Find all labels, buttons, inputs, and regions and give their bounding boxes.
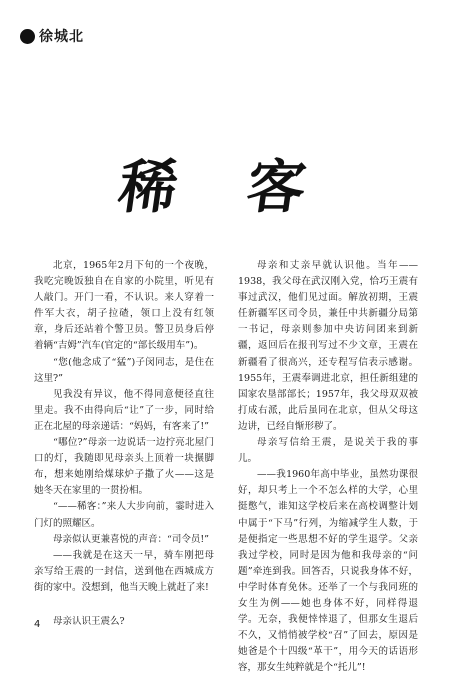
paragraph: “——稀客：”来人大步向前，霎时进入门灯的照耀区。 <box>34 501 214 529</box>
paragraph: “哪位?”母亲一边说话一边拧亮北屋门口的灯，我随即见母亲头上顶着一块搌脚布，想来她刚给煤球炉子撒了火——这是她冬天在家里的一贯扮相。 <box>34 437 214 497</box>
paragraph: 见我没有异议，他不得同意便径直往里走。我不由得向后“让”了一步，同时给正在北屋的母亲递话：“妈妈，有客来了!” <box>34 388 214 432</box>
bullet-dot <box>20 29 35 44</box>
page-number: 4 <box>34 619 41 630</box>
article-title: 稀客 <box>114 153 381 221</box>
left-column <box>34 258 214 630</box>
paragraph: “您(他念成了“猛”)子闵同志，是住在这里?” <box>34 356 214 384</box>
paragraph: 母亲认识王震么? <box>53 615 125 627</box>
paragraph: ——我1960年高中毕业，虽然功课很好，却只考上一个不怎么样的大学，心里挺憋气，谁知这学校后来在高校调整计划中属于“下马”行列，为缩减学生人数，于是便指定一些思想不好的学生退学。父亲我过学校，同时是因为他和我母亲的“问题”牵连到我。回答否，只说我身体不好，中学时体育免休。还举了一个与我同班的女生为例——她也身体不好，同样得退学。无奈，我便悻悻退了，但那女生退后不久，又悄悄被学校“召”了回去，原因是她爸是个十四级“革干”，用今天的话语形容，那女生纯粹就是个“托儿”! <box>238 469 418 674</box>
paragraph: 母亲似认更兼喜悦的声音：“司令员!” <box>53 533 210 545</box>
paragraph: 北京，1965年2月下旬的一个夜晚，我吃完晚饭独自在自家的小院里，听见有人敲门。开门一看，不认识。来人穿着一件军大衣，胡子拉碴，领口上没有红领章，身后还站着个警卫员。警卫员身后停着辆“吉姆”汽车(官定的“部长级用车”)。 <box>34 260 214 352</box>
paragraph: 母亲和丈亲早就认识他。当年——1938，我父母在武汉刚入党，恰巧王震有事过武汉，他们见过面。解放初期，王震任新疆军区司令员，兼任中共新疆分局第一书记，母亲则参加中央访问团来到新疆，返回后在报刊写过不少文章，王震在新疆看了很高兴，还专程写信表示感谢。1955年，王震奉调进北京，担任新组建的国家农垦部部长；1957年，我父母双双被打成右派，此后虽同在北京，但从父母这边讲，已经自惭形秽了。 <box>238 260 418 432</box>
right-column <box>238 258 418 676</box>
paragraph: 母亲写信给王震，是说关于我的事儿。 <box>238 437 418 465</box>
author-name: 徐城北 <box>39 29 84 45</box>
paragraph: ——我就是在这天一早，骑车刚把母亲写给王震的一封信，送到他在西城成方街的家中。没想到，他当天晚上就赶了来! <box>34 549 214 593</box>
author-byline <box>20 26 84 46</box>
